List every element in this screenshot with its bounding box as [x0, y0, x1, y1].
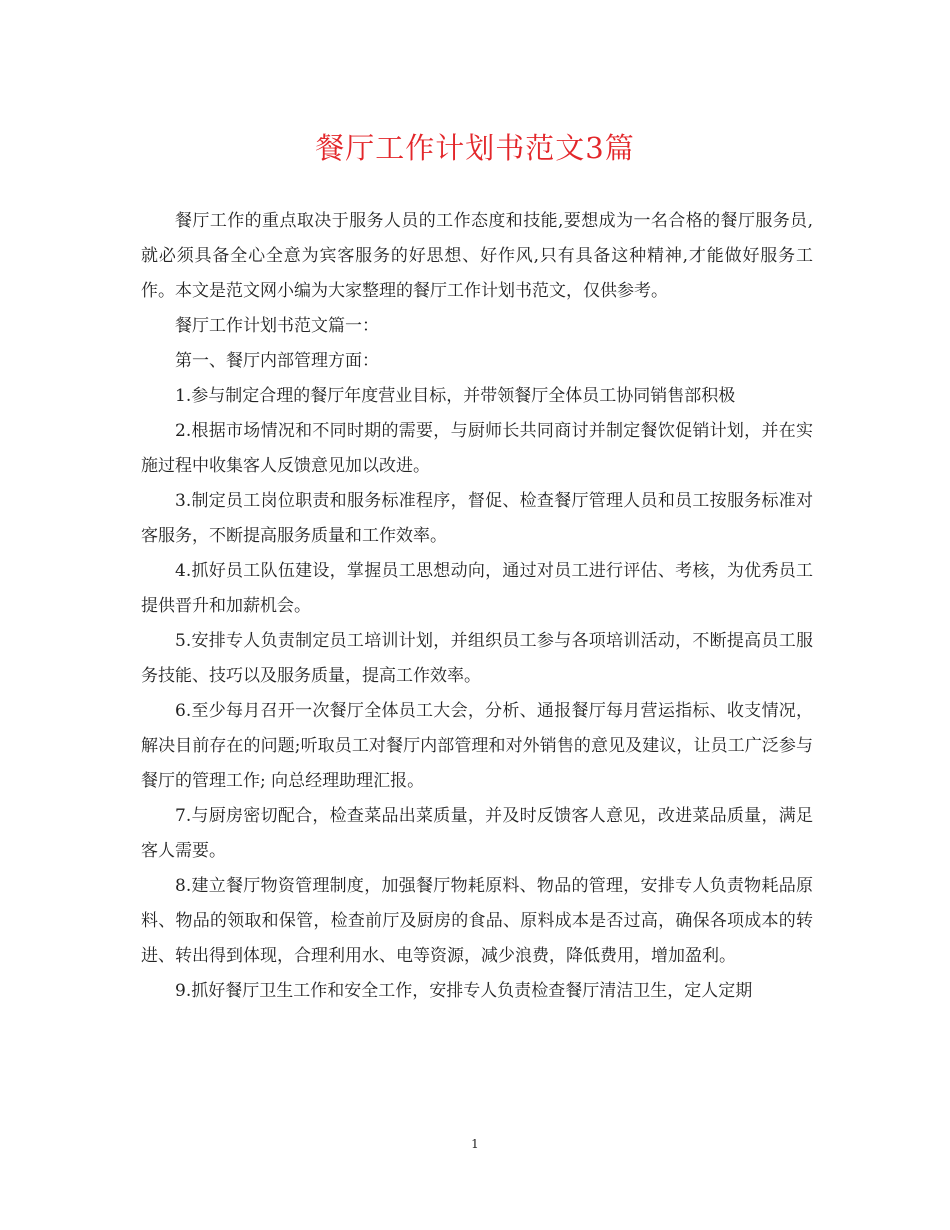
paragraph-item-3: 3.制定员工岗位职责和服务标准程序，督促、检查餐厅管理人员和员工按服务标准对客服务，不断提高服务质量和工作效率。	[141, 491, 813, 546]
paragraph-item-5: 5.安排专人负责制定员工培训计划，并组织员工参与各项培训活动，不断提高员工服务技能、技巧以及服务质量，提高工作效率。	[141, 631, 813, 686]
paragraph-item-9: 9.抓好餐厅卫生工作和安全工作，安排专人负责检查餐厅清洁卫生，定人定期	[175, 981, 753, 1001]
paragraph-item-1: 1.参与制定合理的餐厅年度营业目标，并带领餐厅全体员工协同销售部积极	[175, 386, 736, 406]
paragraph-item-7: 7.与厨房密切配合，检查菜品出菜质量，并及时反馈客人意见，改进菜品质量，满足客人需要。	[141, 806, 813, 861]
paragraph-item-4: 4.抓好员工队伍建设，掌握员工思想动向，通过对员工进行评估、考核，为优秀员工提供晋升和加薪机会。	[141, 561, 813, 616]
document-body	[141, 204, 813, 1009]
paragraph-subheading: 第一、餐厅内部管理方面：	[175, 351, 379, 371]
page-number: 1	[471, 1137, 479, 1151]
paragraph-item-2: 2.根据市场情况和不同时期的需要，与厨师长共同商讨并制定餐饮促销计划，并在实施过程中收集客人反馈意见加以改进。	[141, 421, 813, 476]
paragraph-section-heading: 餐厅工作计划书范文篇一：	[175, 316, 379, 336]
paragraph-intro: 餐厅工作的重点取决于服务人员的工作态度和技能,要想成为一名合格的餐厅服务员,就必须具备全心全意为宾客服务的好思想、好作风,只有具备这种精神,才能做好服务工作。本文是范文网小编为大家整理的餐厅工作计划书范文，仅供参考。	[141, 211, 813, 301]
paragraph-item-6: 6.至少每月召开一次餐厅全体员工大会，分析、通报餐厅每月营运指标、收支情况，解决目前存在的问题;听取员工对餐厅内部管理和对外销售的意见及建议，让员工广泛参与餐厅的管理工作; 向总经理助理汇报。	[141, 701, 813, 791]
paragraph-item-8: 8.建立餐厅物资管理制度，加强餐厅物耗原料、物品的管理，安排专人负责物耗品原料、物品的领取和保管，检查前厅及厨房的食品、原料成本是否过高，确保各项成本的转进、转出得到体现，合理利用水、电等资源，减少浪费，降低费用，增加盈利。	[141, 876, 813, 966]
document-title: 餐厅工作计划书范文3篇	[315, 131, 635, 165]
